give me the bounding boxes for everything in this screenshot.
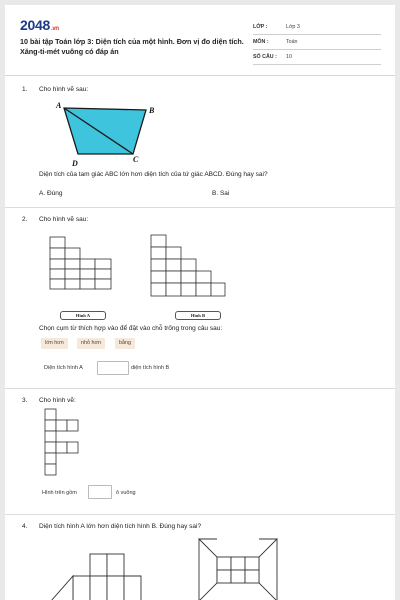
trapezoid-left [199, 539, 217, 600]
grid-cell [124, 576, 141, 600]
meta-label: SỐ CÂU : [253, 54, 277, 60]
grid-cell [50, 237, 65, 248]
grid-cell [245, 570, 259, 583]
question-2-instruction: Chọn cụm từ thích hợp vào để đặt vào chỗ trống trong câu sau: [39, 325, 223, 332]
question-number: 3. [22, 397, 28, 404]
question-prompt: Cho hình vẽ sau: [39, 216, 89, 223]
option-a-true[interactable]: A. Đúng [39, 190, 63, 197]
vertex-a-label: A [56, 101, 62, 110]
grid-cell [166, 259, 181, 271]
worksheet-header [5, 5, 395, 63]
option-b-false[interactable]: B. Sai [212, 190, 230, 197]
vertex-d-label: D [72, 159, 78, 168]
grid-cell [231, 570, 245, 583]
grid-cell [65, 269, 80, 279]
answer-chip-greater[interactable]: lớn hơn [41, 338, 68, 349]
grid-cell [95, 269, 111, 279]
answer-chip-equal[interactable]: bằng [115, 338, 135, 349]
worksheet-page [5, 5, 395, 600]
grid-cell [217, 557, 231, 570]
meta-info [253, 20, 381, 65]
answer-chip-less[interactable]: nhỏ hơn [77, 338, 105, 349]
question-4-figure-b [195, 535, 281, 600]
cross-grid-figure [44, 408, 80, 476]
question-3-sentence-left: Hình trên gồm [42, 490, 77, 496]
meta-label: LỚP : [253, 24, 268, 30]
grid-cell [95, 259, 111, 269]
grid-cell [80, 259, 95, 269]
grid-cell [80, 269, 95, 279]
site-logo[interactable] [20, 17, 59, 33]
grid-cell [90, 554, 107, 576]
grid-cell [166, 283, 181, 296]
grid-cell [65, 248, 80, 259]
question-prompt: Diện tích hình A lớn hơn diện tích hình B. Đúng hay sai? [39, 523, 202, 530]
grid-cell [50, 248, 65, 259]
question-number: 2. [22, 216, 28, 223]
question-number: 4. [22, 523, 28, 530]
answer-input-count[interactable] [88, 485, 112, 499]
grid-cell [73, 576, 90, 600]
grid-cell [231, 557, 245, 570]
grid-cell [181, 271, 196, 283]
meta-value: Toán [286, 39, 298, 45]
question-2-sentence-left: Diện tích hình A [44, 365, 83, 371]
grid-cell [65, 259, 80, 269]
grid-cell [56, 442, 67, 453]
meta-value: Lớp 3 [286, 24, 300, 30]
question-divider [5, 388, 395, 389]
grid-cell [217, 570, 231, 583]
figure-b-grid [150, 234, 226, 298]
question-3-sentence-right: ô vuông [116, 490, 136, 496]
grid-cell [45, 431, 56, 442]
grid-cell [166, 271, 181, 283]
grid-cell [95, 279, 111, 289]
grid-cell [151, 247, 166, 259]
grid-cell [181, 283, 196, 296]
grid-cell [67, 420, 78, 431]
grid-cell [151, 235, 166, 247]
grid-cell [196, 283, 211, 296]
grid-cell [50, 259, 65, 269]
grid-cell [45, 464, 56, 475]
grid-cell [80, 279, 95, 289]
triangle-piece [51, 576, 73, 600]
figure-a-label: Hình A [60, 311, 106, 320]
grid-cell [151, 259, 166, 271]
figure-a-grid [49, 236, 113, 290]
header-divider [5, 75, 395, 76]
quadrilateral-shape [64, 108, 146, 154]
meta-row-subject [253, 35, 381, 50]
logo-suffix: .vn [50, 26, 59, 32]
grid-cell [166, 247, 181, 259]
grid-cell [45, 420, 56, 431]
grid-cell [107, 554, 124, 576]
grid-cell [151, 271, 166, 283]
question-4-figure-a [41, 553, 161, 600]
grid-cell [211, 283, 225, 296]
question-1-statement: Diện tích của tam giác ABC lớn hơn diện tích của tứ giác ABCD. Đúng hay sai? [39, 171, 268, 178]
vertex-b-label: B [149, 106, 155, 115]
trapezoid-right [259, 539, 277, 600]
meta-row-class [253, 20, 381, 35]
grid-cell [65, 279, 80, 289]
question-divider [5, 514, 395, 515]
question-2-sentence-right: diện tích hình B [131, 365, 170, 371]
grid-cell [56, 420, 67, 431]
vertex-c-label: C [133, 155, 139, 164]
grid-cell [45, 409, 56, 420]
question-number: 1. [22, 86, 28, 93]
grid-cell [107, 576, 124, 600]
answer-drop-slot[interactable] [97, 361, 129, 375]
figure-b-label: Hình B [175, 311, 221, 320]
question-prompt: Cho hình vẽ: [39, 397, 76, 404]
grid-cell [45, 442, 56, 453]
grid-cell [181, 259, 196, 271]
meta-value: 10 [286, 54, 292, 60]
document-title: 10 bài tập Toán lớp 3: Diện tích của một hình. Đơn vị đo diện tích. Xăng-ti-mét vuông có đáp án [20, 37, 244, 56]
grid-cell [245, 557, 259, 570]
grid-cell [196, 271, 211, 283]
meta-row-count [253, 50, 381, 65]
grid-cell [45, 453, 56, 464]
meta-label: MÔN : [253, 39, 269, 45]
question-prompt: Cho hình vẽ sau: [39, 86, 89, 93]
question-divider [5, 207, 395, 208]
grid-cell [67, 442, 78, 453]
logo-text: 2048 [20, 17, 50, 33]
grid-cell [90, 576, 107, 600]
quadrilateral-abcd-figure [45, 99, 165, 169]
grid-cell [50, 279, 65, 289]
grid-cell [50, 269, 65, 279]
grid-cell [151, 283, 166, 296]
